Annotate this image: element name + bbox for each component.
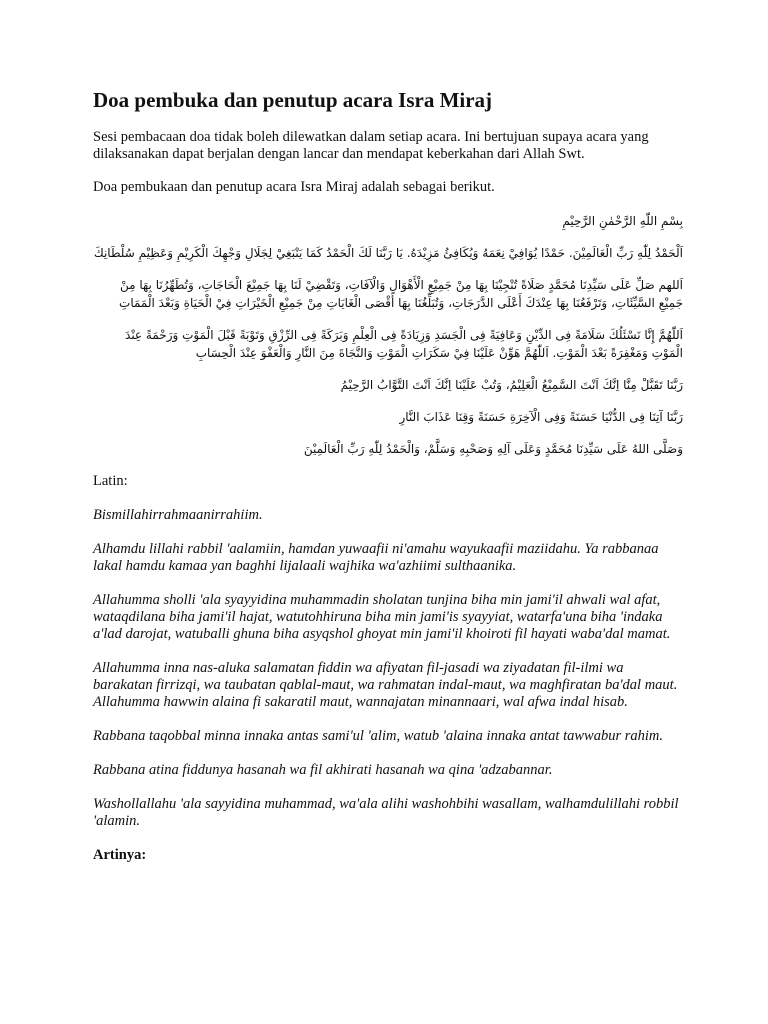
arabic-line: رَبَّنَا تَقَبَّلْ مِنَّا اِنَّكَ اَنْتَ السَّمِيْعُ الْعَلِيْمُ، وَتُبْ عَلَيْنَا اِنَّكَ اَنْتَ التَّوَّابُ الرَّحِيْمُ [340, 378, 683, 392]
document-title: Doa pembuka dan penutup acara Isra Miraj [93, 88, 493, 112]
arabic-line: اَللهم صَلِّ عَلَى سَيِّدِنَا مُحَمَّدٍ صَلَاةً تُنْجِيْنَا بِهَا مِنْ جَمِيْعِ الْأَهْوَالِ وَالْآفَاتِ، وَتَقْضِيْ لَنَا بِهَا جَمِيْعَ الْحَاجَاتِ، وَتُطَهِّرُنَا بِهَا مِنْ جَمِيْعِ السَّيِّئَاتِ، وَتَرْفَعُنَا بِهَا عِنْدَكَ أَعْلَى الدَّرَجَاتِ، وَتُبَلِّغُنَا بِهَا أَقْصَى الْغَايَاتِ مِنْ جَمِيْعِ الْخَيْرَاتِ فِيْ الْحَيَاةِ وَبَعْدَ الْمَمَاتِ [119, 278, 683, 310]
latin-paragraph: Allahumma inna nas-aluka salamatan fiddin wa afiyatan fil-jasadi wa ziyadatan fil-ilmi wa barakatan firrizqi, wa taubatan qablal-maut, wa rahmatan indal-maut, wa maghfiratan ba'dal maut. Allahumma hawwin alaina fi sakaratil maut, wannajatan minannaari, wal afwa indal hisab. [93, 660, 678, 710]
latin-paragraph: Washollallahu 'ala sayyidina muhammad, wa'ala alihi washohbihi wasallam, walhamdulillahi robbil 'alamin. [93, 796, 679, 829]
latin-paragraph: Rabbana atina fiddunya hasanah wa fil akhirati hasanah wa qina 'adzabannar. [93, 762, 553, 778]
intro-paragraph: Sesi pembacaan doa tidak boleh dilewatkan dalam setiap acara. Ini bertujuan supaya acara yang dilaksanakan dapat berjalan dengan lancar dan mendapat keberkahan dari Allah Swt. [93, 129, 649, 162]
latin-heading: Latin: [93, 473, 128, 489]
arabic-line: اَللّٰهُمَّ إِنَّا نَسْئَلُكَ سَلَامَةً فِى الدِّيْنِ وَعَافِيَةً فِى الْجَسَدِ وَزِيَادَةً فِى الْعِلْمِ وَبَرَكَةً فِى الرِّزْقِ وَتَوْبَةً قَبْلَ الْمَوْتِ وَرَحْمَةً عِنْدَ الْمَوْتِ وَمَغْفِرَةً بَعْدَ الْمَوْتِ. اَللّٰهُمَّ هَوِّنْ عَلَيْنَا فِيْ سَكَرَاتِ الْمَوْتِ وَالنَّجَاةَ مِنَ النَّارِ وَالْعَفْوَ عِنْدَ الْحِسَابِ [125, 328, 683, 360]
arabic-line: اَلْحَمْدُ لِلّٰهِ رَبِّ الْعَالَمِيْنَ. حَمْدًا يُوَافِيْ نِعَمَهُ وَيُكَافِئُ مَزِيْدَهُ. يَا رَبَّنَا لَكَ الْحَمْدُ كَمَا يَنْبَغِيْ لِجَلَالِ وَجْهِكَ الْكَرِيْمِ وَعَظِيْمِ سُلْطَانِكَ [93, 246, 683, 260]
arabic-line: وَصَلَّى اللهُ عَلَى سَيِّدِنَا مُحَمَّدٍ وَعَلَى آلِهِ وَصَحْبِهِ وَسَلَّمْ، وَالْحَمْدُ لِلّٰهِ رَبِّ الْعَالَمِيْنَ [303, 442, 683, 456]
arabic-line: بِسْمِ اللّٰهِ الرَّحْمٰنِ الرَّحِيْمِ [562, 214, 683, 228]
latin-paragraph: Rabbana taqobbal minna innaka antas sami'ul 'alim, watub 'alaina innaka antat tawwabur rahim. [93, 728, 663, 744]
latin-paragraph: Bismillahirrahmaanirrahiim. [93, 507, 263, 523]
document-page [93, 88, 683, 864]
latin-paragraph: Allahumma sholli 'ala syayyidina muhammadin sholatan tunjina biha min jami'il ahwali wal afat, wataqdilana biha jami'il hajat, watutohhiruna biha min jami'is syayyiat, watarfa'una biha 'indaka a'lad darojat, watuballi ghuna biha asyqshol ghoyat min jami'il khoiroti fil hayati waba'dal mamat. [93, 592, 671, 642]
latin-paragraph: Alhamdu lillahi rabbil 'aalamiin, hamdan yuwaafii ni'amahu wayukaafii maziidahu. Ya rabbanaa lakal hamdu kamaa yan baghhi lijalaali wajhika wa'azhiimi sulthaanika. [93, 541, 659, 574]
arabic-line: رَبَّنَا آتِنَا فِى الدُّنْيَا حَسَنَةً وَفِى الْآخِرَةِ حَسَنَةً وَقِنَا عَذَابَ النَّارِ [399, 410, 683, 424]
arabic-prayer [93, 212, 683, 458]
intro-paragraph: Doa pembukaan dan penutup acara Isra Miraj adalah sebagai berikut. [93, 179, 495, 195]
artinya-heading: Artinya: [93, 847, 147, 863]
